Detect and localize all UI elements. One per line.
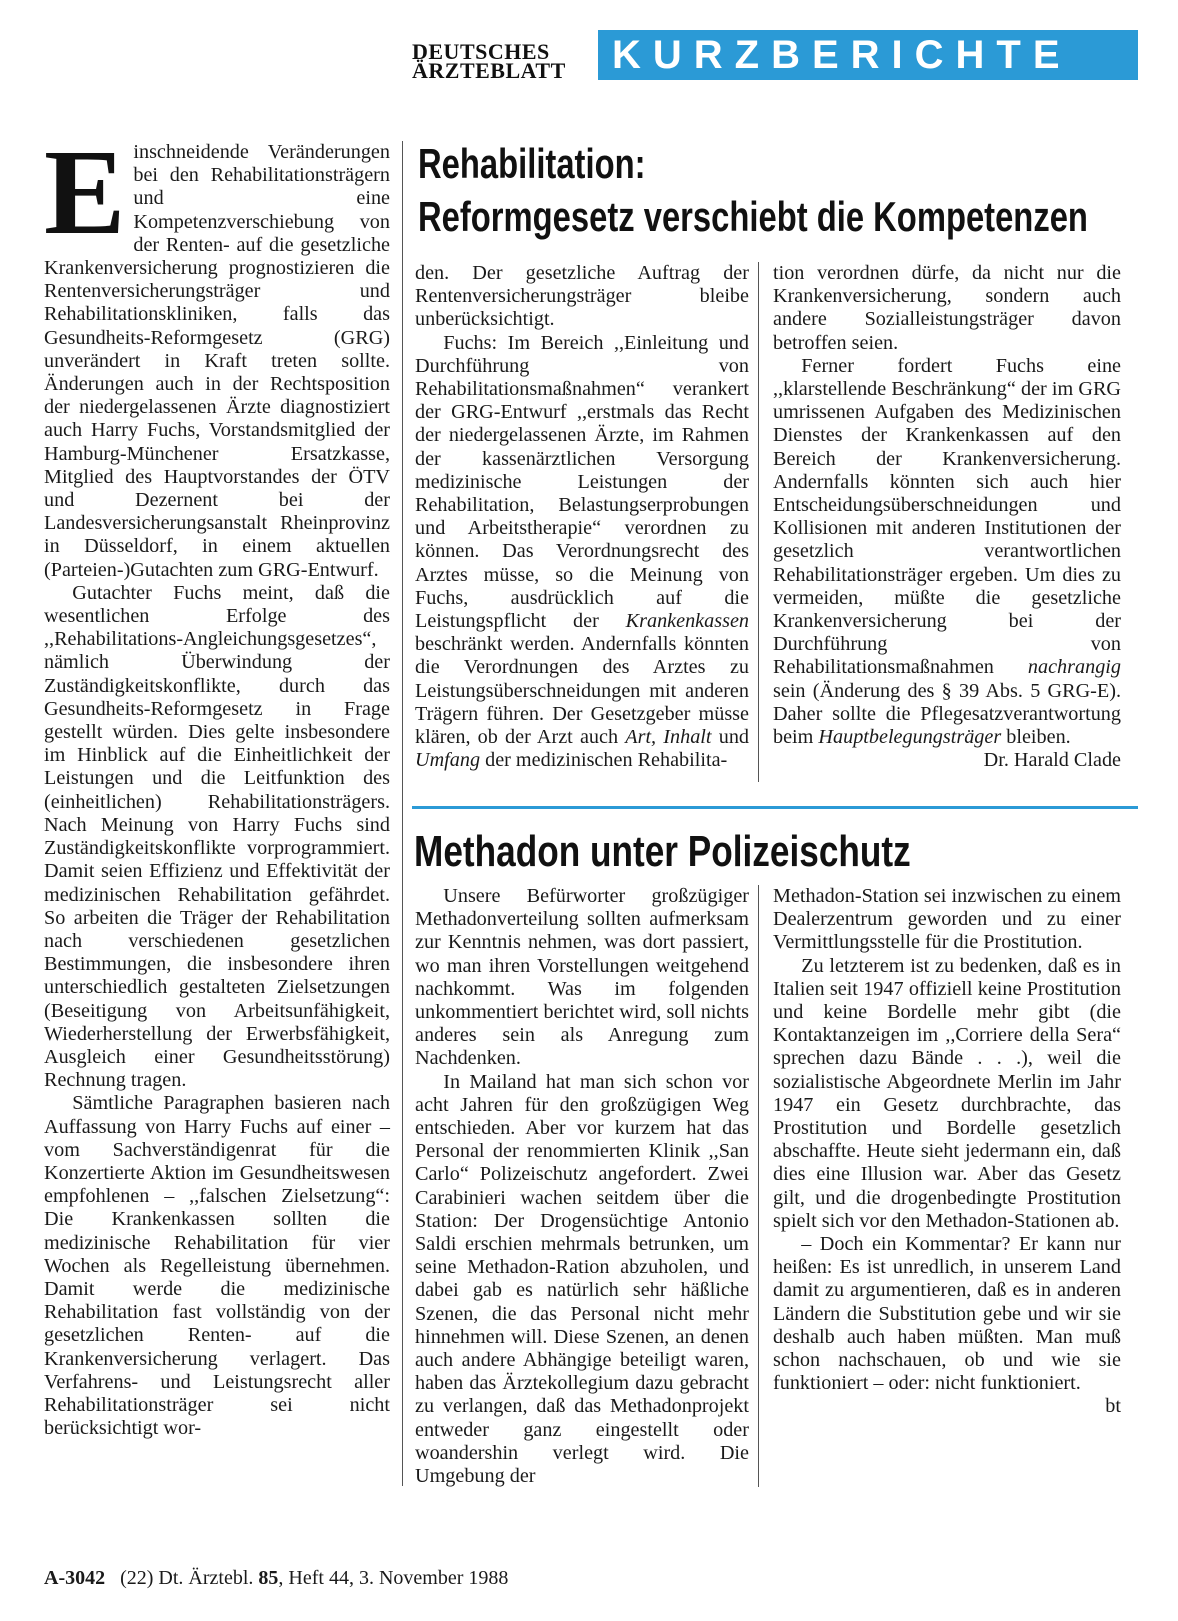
column-divider xyxy=(758,885,759,1487)
drop-cap: E xyxy=(44,125,126,260)
article1-paragraph: Sämtliche Paragraphen basieren nach Auffassung von Harry Fuchs auf einer – vom Sachverständigenrat für die Konzertierte Aktion im Gesundheitswesen empfohlenen – ,,falschen Zielsetzung“: Die Krankenkassen sollten die medizinische Rehabilitation für vier Wochen als Regelleistung übernehmen. Damit werde die medizinische Rehabilitation fast vollständig von der gesetzlichen Renten- auf die Krankenversicherung verlagert. Das Verfahrens- und Leistungsrecht aller Rehabilitationsträger sei nicht berücksichtigt wor- xyxy=(44,1092,390,1440)
article1-paragraph: Fuchs: Im Bereich ,,Einleitung und Durchführung von Rehabilitationsmaßnahmen“ verankert der GRG-Entwurf ,,erstmals das Recht der niedergelassenen Ärzte, im Rahmen der kassenärztlichen Versorgung medizinische Leistungen der Rehabilitation, Belastungserprobungen und Arbeitstherapie“ verordnen zu können. Das Verordnungsrecht des Arztes müsse, so die Meinung von Fuchs, ausdrücklich auf die Leistungspflicht der Krankenkassen beschränkt werden. Andernfalls könnten die Verordnungen des Arztes zu Leistungsüberschneidungen mit anderen Trägern führen. Der Gesetzgeber müsse klären, ob der Arzt auch Art, Inhalt und Umfang der medizinischen Rehabilita- xyxy=(415,331,749,772)
column-divider xyxy=(758,262,759,782)
article1-column-1 xyxy=(44,125,390,1541)
article1-paragraph: tion verordnen dürfe, da nicht nur die Krankenversicherung, sondern auch andere Sozialleistungsträger davon betroffen seien. xyxy=(773,262,1121,354)
article1-paragraph: Ferner fordert Fuchs eine ,,klarstellende Beschränkung“ der im GRG umrissenen Aufgaben des Medizinischen Dienstes der Krankenkassen auf den Bereich der Krankenversicherung. Andernfalls könnten sich auch hier Entscheidungsüberschneidungen und Kollisionen mit anderen Institutionen der gesetzlich verantwortlichen Rehabilitationsträger ergeben. Um dies zu vermeiden, müßte die gesetzliche Krankenversicherung bei der Durchführung von Rehabilitationsmaßnahmen nachrangig sein (Änderung des § 39 Abs. 5 GRG-E). Daher sollte die Pflegesatzverantwortung beim Hauptbelegungsträger bleiben. Dr. Harald Clade xyxy=(773,354,1121,772)
section-banner: KURZBERICHTE xyxy=(598,30,1138,80)
article2-paragraph: Methadon-Station sei inzwischen zu einem Dealerzentrum geworden und zu einer Vermittlungsstelle für die Prostitution. xyxy=(773,885,1121,954)
masthead-line2: ÄRZTEBLATT xyxy=(412,58,566,83)
page-number: A-3042 xyxy=(44,1567,106,1589)
masthead-line1: DEUTSCHES xyxy=(412,39,550,64)
article1-headline xyxy=(418,140,1178,242)
article1-headline-line1: Rehabilitation: xyxy=(418,140,646,187)
article1-author: Dr. Harald Clade xyxy=(983,749,1121,772)
article2-paragraph: Zu letzterem ist zu bedenken, daß es in Italien seit 1947 offiziell keine Prostitution und keine Bordelle mehr gibt (die Kontaktanzeigen im ,,Corriere della Sera“ sprechen dazu Bände . . .), weil die sozialistische Abgeordnete Merlin im Jahr 1947 ein Gesetz durchbrachte, das Prostitution und Bordelle gesetzlich abschaffte. Heute sieht jedermann ein, daß dies eine Illusion war. Aber das Gesetz gilt, und die drogenbedingte Prostitution spielt sich vor den Methadon-Stationen ab. xyxy=(773,954,1121,1232)
article1-column-3 xyxy=(773,262,1121,772)
article2-paragraph: Unsere Befürworter großzügiger Methadonverteilung sollten aufmerksam zur Kenntnis nehmen, was dort passiert, wo man ihren Vorstellungen weitgehend nachkommt. Was im folgenden unkommentiert berichtet wird, soll nichts anderes sein als Anregung zum Nachdenken. xyxy=(415,885,749,1070)
volume-number: 85 xyxy=(258,1567,279,1589)
article2-paragraph: – Doch ein Kommentar? Er kann nur heißen: Es ist unredlich, in unserem Land damit zu argumentieren, daß es in anderen Ländern die Substitution gebe und wir sie deshalb auch haben müßten. Man muß schon nachschauen, ob und wie sie funktioniert – oder: nicht funktioniert. bt xyxy=(773,1233,1121,1418)
masthead-logo xyxy=(412,39,582,83)
article1-paragraph: Einschneidende Veränderungen bei den Rehabilitationsträgern und eine Kompetenzverschiebung von der Renten- auf die gesetzliche Krankenversicherung prognostizieren die Rentenversicherungsträger und Rehabilitationskliniken, falls das Gesundheits-Reformgesetz (GRG) unverändert in Kraft treten sollte. Änderungen auch in der Rechtsposition der niedergelassenen Ärzte diagnostiziert auch Harry Fuchs, Vorstandsmitglied der Hamburg-Münchener Ersatzkasse, Mitglied des Hauptvorstandes der ÖTV und Dezernent bei der Landesversicherungsanstalt Rheinprovinz in Düsseldorf, in einem aktuellen (Parteien-)Gutachten zum GRG-Entwurf. xyxy=(44,125,390,581)
article1-column-2 xyxy=(415,262,749,772)
article1-headline-line2: Reformgesetz verschiebt die Kompetenzen xyxy=(418,193,1088,240)
article2-headline: Methadon unter Polizeischutz xyxy=(414,827,911,876)
article2-column-2 xyxy=(415,885,749,1488)
article1-paragraph: den. Der gesetzliche Auftrag der Rentenversicherungsträger bleibe unberücksichtigt. xyxy=(415,262,749,331)
article2-column-3 xyxy=(773,885,1121,1419)
column-divider xyxy=(402,141,403,1486)
page-footer: A-3042 (22) Dt. Ärztebl. 85, Heft 44, 3. November 1988 xyxy=(44,1567,509,1589)
article1-paragraph: Gutachter Fuchs meint, daß die wesentlichen Erfolge des ,,Rehabilitations-Angleichungsgesetzes“, nämlich Überwindung der Zuständigkeitskonflikte, durch das Gesundheits-Reformgesetz in Frage gestellt würden. Dies gelte insbesondere im Hinblick auf die Einheitlichkeit der Leistungen und die Leitfunktion des (einheitlichen) Rehabilitationsträgers. Nach Meinung von Harry Fuchs sind Zuständigkeitskonflikte vorprogrammiert. Damit seien Effizienz und Effektivität der medizinischen Rehabilitation gefährdet. So arbeiten die Träger der Rehabilitation nach verschiedenen gesetzlichen Bestimmungen, die insbesondere ihren unterschiedlich gestalteten Zielsetzungen (Beseitigung von Arbeitsunfähigkeit, Wiederherstellung der Erwerbsfähigkeit, Ausgleich einer Gesundheitsstörung) Rechnung tragen. xyxy=(44,581,390,1092)
article2-author: bt xyxy=(1105,1395,1121,1418)
article2-paragraph: In Mailand hat man sich schon vor acht Jahren für den großzügigen Weg entschieden. Aber vor kurzem hat das Personal der renommierten Klinik ,,San Carlo“ Polizeischutz angefordert. Zwei Carabinieri wachen seitdem über die Station: Der Drogensüchtige Antonio Saldi erschien mehrmals betrunken, um seine Methadon-Ration abzuholen, und dabei gab es natürlich sehr häßliche Szenen, die das Personal nicht mehr hinnehmen will. Diese Szenen, an denen auch andere Abhängige beteiligt waren, haben das Ärztekollegium dazu gebracht zu verlangen, daß das Methadonprojekt entweder ganz eingestellt oder woandershin verlegt wird. Die Umgebung der xyxy=(415,1070,749,1488)
article-separator xyxy=(412,806,1138,809)
